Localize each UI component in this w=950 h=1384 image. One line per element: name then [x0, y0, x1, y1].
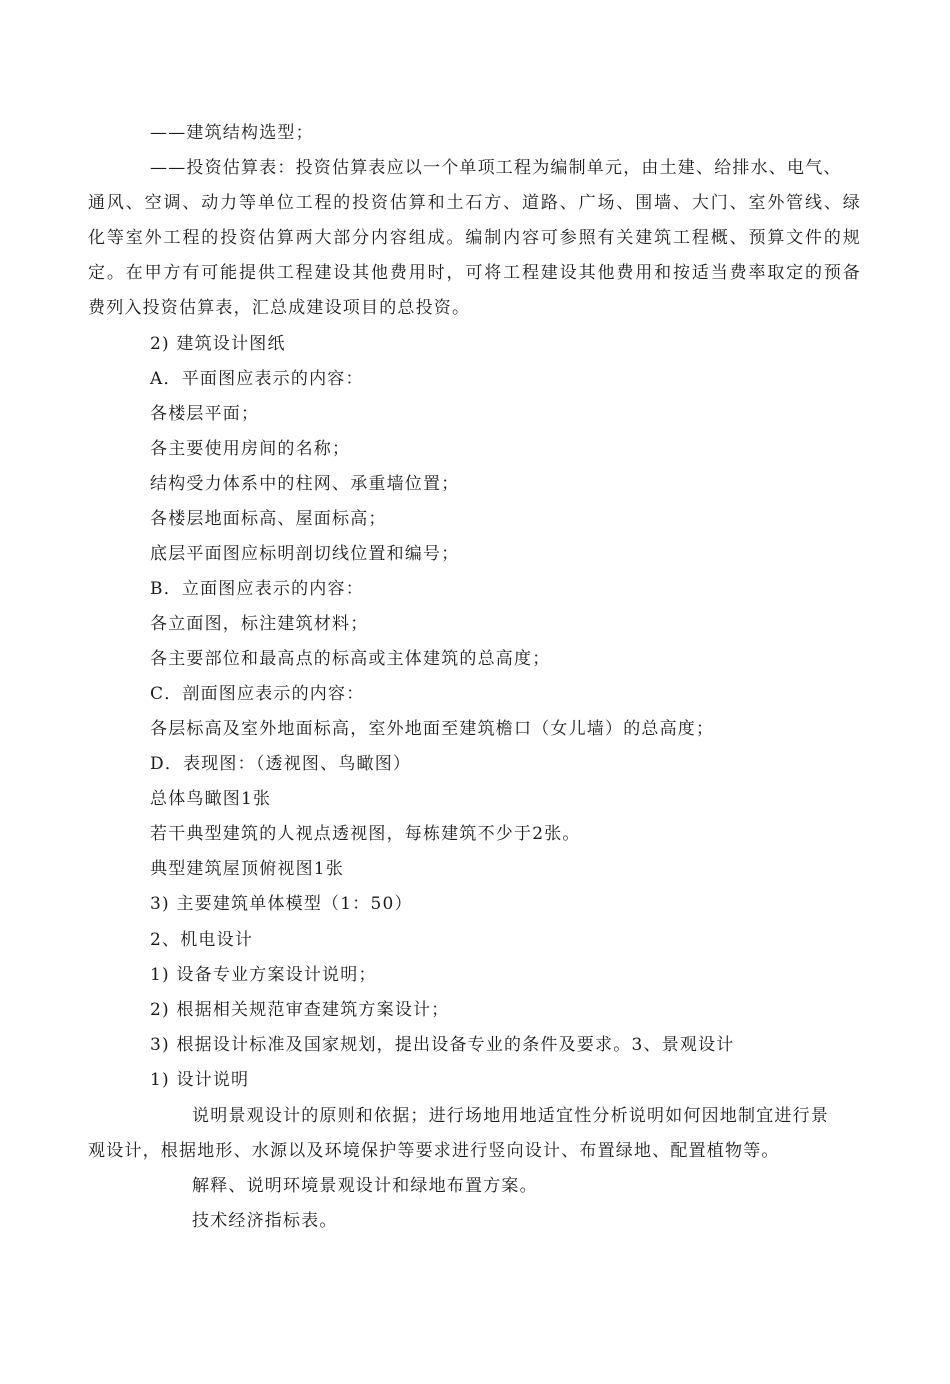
- text-line: 典型建筑屋顶俯视图1张: [150, 859, 345, 879]
- text-line: 技术经济指标表。: [192, 1211, 338, 1231]
- text-line: 各主要部位和最高点的标高或主体建筑的总高度；: [150, 649, 551, 669]
- text-line: ——建筑结构选型；: [150, 123, 314, 143]
- text-line: 若干典型建筑的人视点透视图，每栋建筑不少于2张。: [150, 824, 581, 844]
- text-line: 各楼层地面标高、屋面标高；: [150, 509, 387, 529]
- section-heading: 2) 建筑设计图纸: [150, 334, 286, 354]
- text-line: 结构受力体系中的柱网、承重墙位置；: [150, 474, 460, 494]
- text-line: 通风、空调、动力等单位工程的投资估算和土石方、道路、广场、围墙、大门、室外管线、绿: [88, 193, 861, 213]
- text-line: 底层平面图应标明剖切线位置和编号；: [150, 544, 460, 564]
- text-line: B．立面图应表示的内容：: [150, 579, 364, 599]
- text-line: C．剖面图应表示的内容：: [150, 684, 365, 704]
- section-heading: 2、机电设计: [150, 930, 254, 950]
- text-line: ——投资估算表：投资估算表应以一个单项工程为编制单元，由土建、给排水、电气、: [150, 158, 842, 178]
- text-line: 定。在甲方有可能提供工程建设其他费用时，可将工程建设其他费用和按适当费率取定的预备: [88, 263, 861, 283]
- text-line: 各楼层平面；: [150, 404, 260, 424]
- section-heading: 1) 设计说明: [150, 1070, 250, 1090]
- text-line: 解释、说明环境景观设计和绿地布置方案。: [192, 1176, 538, 1196]
- text-line: 说明景观设计的原则和依据；进行场地用地适宜性分析说明如何因地制宜进行景: [192, 1106, 829, 1126]
- text-line: 各层标高及室外地面标高，室外地面至建筑檐口（女儿墙）的总高度；: [150, 719, 715, 739]
- text-line: D．表现图：（透视图、鸟瞰图）: [150, 754, 412, 774]
- text-line: 观设计，根据地形、水源以及环境保护等要求进行竖向设计、布置绿地、配置植物等。: [88, 1141, 780, 1161]
- text-line: 2) 根据相关规范审查建筑方案设计；: [150, 1000, 450, 1020]
- text-line: 各主要使用房间的名称；: [150, 439, 351, 459]
- text-line: A．平面图应表示的内容：: [150, 369, 364, 389]
- text-line: 费列入投资估算表，汇总成建设项目的总投资。: [88, 298, 471, 318]
- text-line: 各立面图，标注建筑材料；: [150, 614, 369, 634]
- text-line: 总体鸟瞰图1张: [150, 789, 272, 809]
- text-line: 1) 设备专业方案设计说明；: [150, 965, 377, 985]
- text-line: 3) 根据设计标准及国家规划，提出设备专业的条件及要求。3、景观设计: [150, 1035, 735, 1055]
- text-line: 化等室外工程的投资估算两大部分内容组成。编制内容可参照有关建筑工程概、预算文件的规: [88, 228, 861, 248]
- section-heading: 3) 主要建筑单体模型（1：50）: [150, 894, 413, 914]
